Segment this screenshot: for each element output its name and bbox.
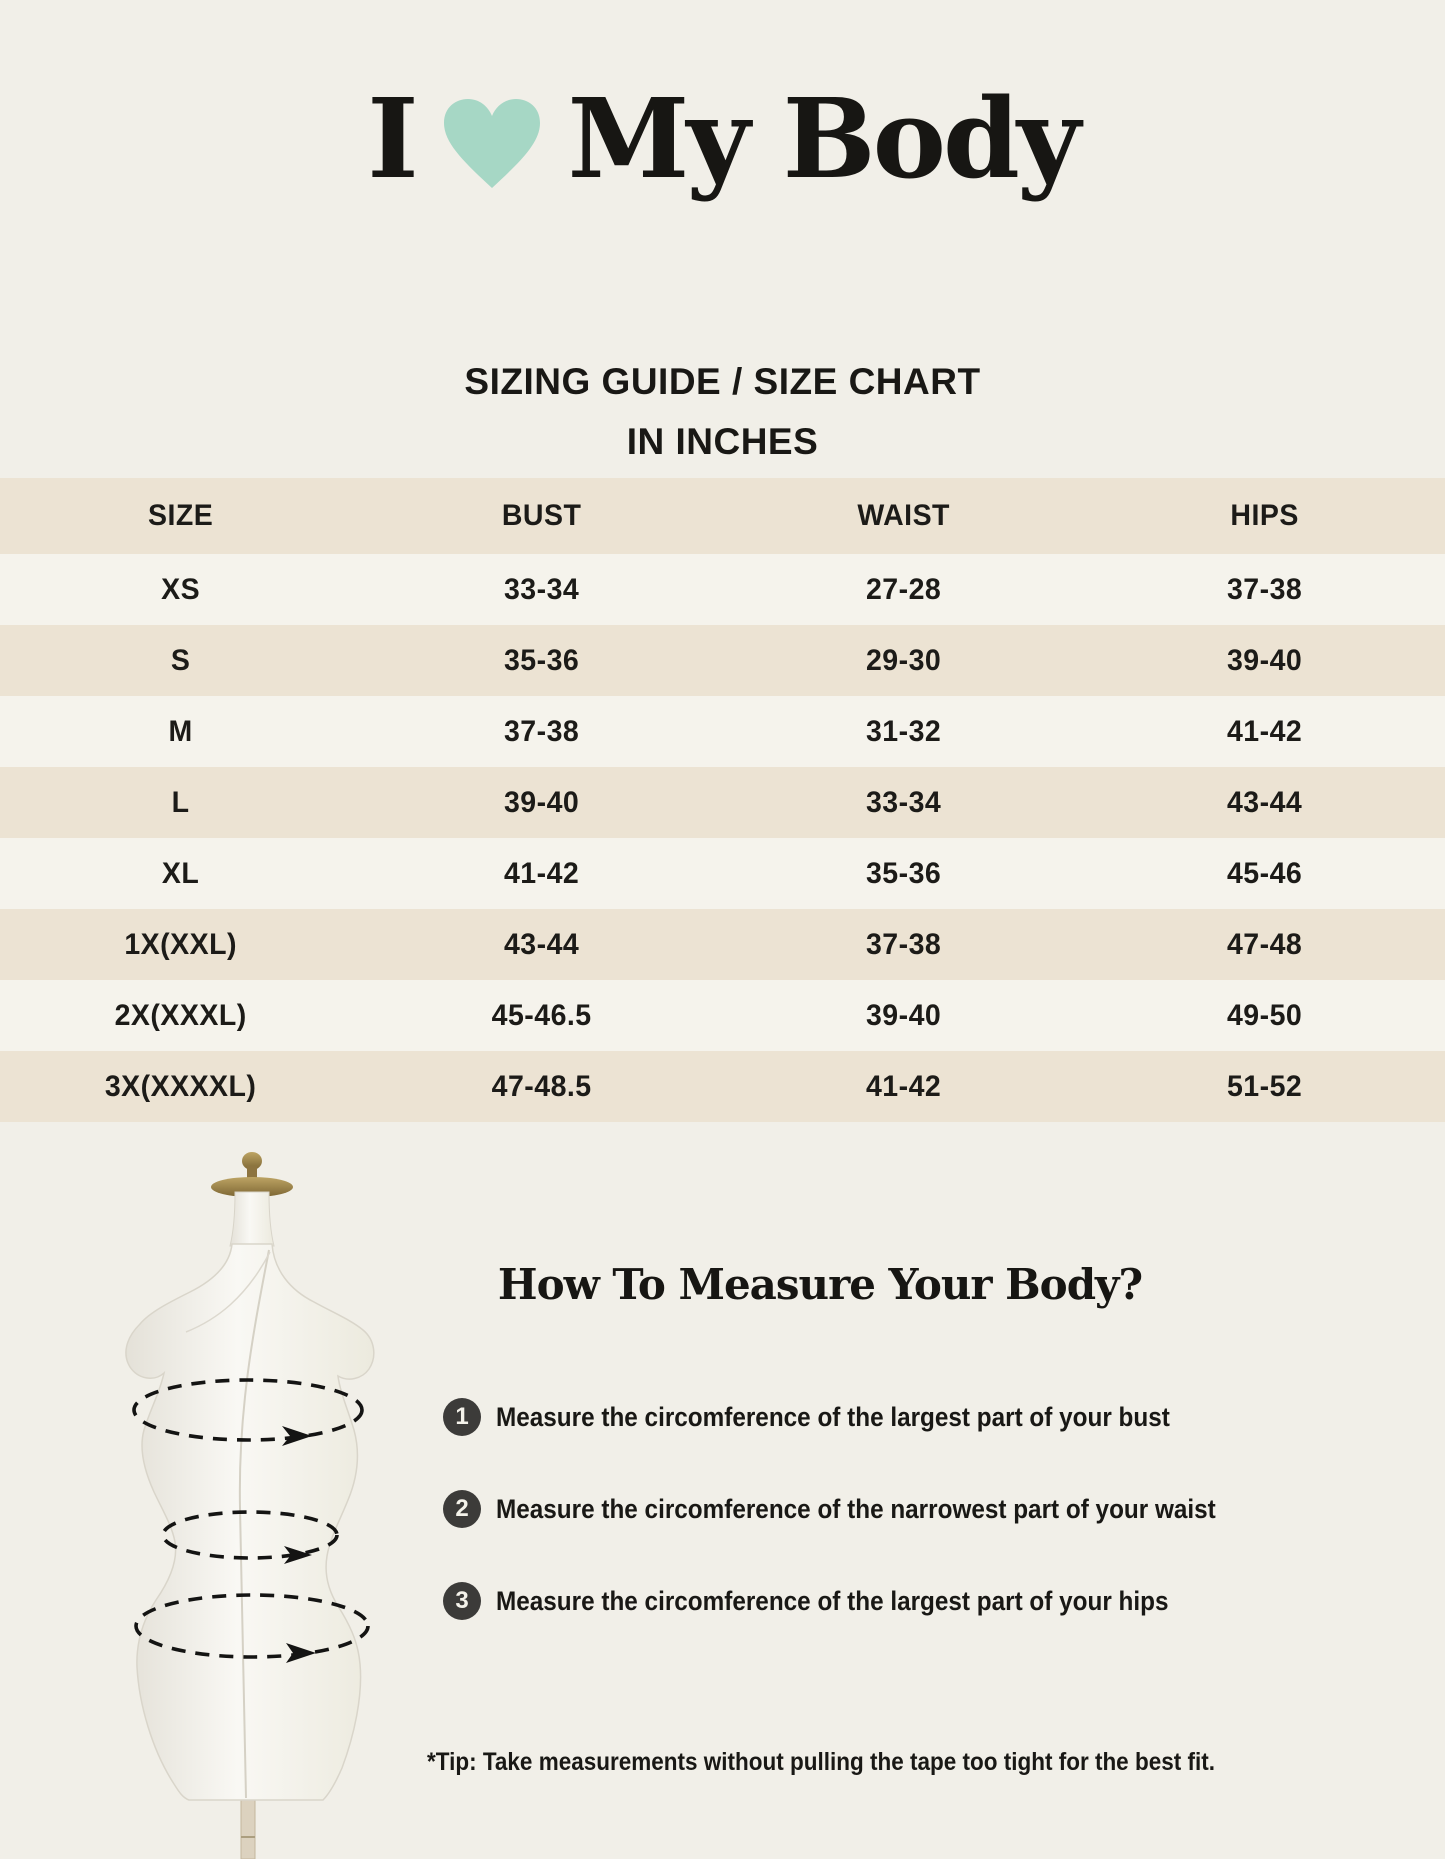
cell-bust: 37-38 — [504, 714, 580, 748]
measure-step-bust — [443, 1396, 1437, 1438]
mannequin-neck — [230, 1192, 274, 1246]
cell-hips: 39-40 — [1226, 643, 1303, 677]
mannequin-torso — [126, 1244, 374, 1800]
dress-form-mannequin-image — [86, 1148, 426, 1859]
cell-waist: 39-40 — [865, 998, 941, 1032]
cell-size: M — [168, 714, 193, 748]
cell-bust: 41-42 — [504, 856, 580, 890]
table-row-m — [0, 696, 1445, 767]
cell-waist: 27-28 — [865, 572, 941, 606]
cell-hips: 37-38 — [1226, 572, 1303, 606]
step-2-badge: 2 — [443, 1490, 481, 1528]
measure-step-waist — [443, 1488, 1437, 1530]
size-chart-table — [0, 478, 1445, 1122]
cell-hips: 41-42 — [1226, 714, 1303, 748]
subtitle-line-2: IN INCHES — [626, 420, 819, 462]
cell-waist: 41-42 — [865, 1069, 941, 1103]
table-row-3x — [0, 1051, 1445, 1122]
cell-bust: 33-34 — [504, 572, 580, 606]
cell-waist: 35-36 — [865, 856, 941, 890]
measure-step-hips — [443, 1580, 1437, 1622]
cell-waist: 33-34 — [865, 785, 941, 819]
cell-size: 1X(XXL) — [124, 927, 237, 961]
step-1-text: Measure the circomference of the largest part of your bust — [496, 1401, 1170, 1432]
table-row-1x — [0, 909, 1445, 980]
subtitle-line-1: SIZING GUIDE / SIZE CHART — [464, 361, 981, 402]
cell-size: XS — [161, 572, 201, 606]
cell-size: XL — [161, 856, 200, 890]
table-row-xs — [0, 554, 1445, 625]
chart-subtitle — [0, 352, 1445, 472]
cell-waist: 29-30 — [865, 643, 941, 677]
cell-hips: 49-50 — [1226, 998, 1303, 1032]
cell-size: S — [170, 643, 191, 677]
cell-hips: 47-48 — [1226, 927, 1303, 961]
cell-hips: 43-44 — [1226, 785, 1303, 819]
column-header-size: SIZE — [147, 499, 214, 532]
step-2-text: Measure the circomference of the narrowest part of your waist — [496, 1493, 1216, 1524]
measurement-tip: *Tip: Take measurements without pulling the tape too tight for the best fit. — [427, 1748, 1215, 1776]
table-row-s — [0, 625, 1445, 696]
table-row-xl — [0, 838, 1445, 909]
cell-bust: 47-48.5 — [491, 1069, 592, 1103]
cell-bust: 35-36 — [504, 643, 580, 677]
cell-bust: 43-44 — [504, 927, 580, 961]
column-header-hips: HIPS — [1230, 499, 1299, 532]
table-header-row — [0, 478, 1445, 554]
mannequin-finial — [211, 1152, 293, 1197]
measure-section-heading: How To Measure Your Body? — [497, 1260, 1143, 1309]
cell-hips: 45-46 — [1226, 856, 1303, 890]
cell-size: L — [171, 785, 190, 819]
cell-hips: 51-52 — [1226, 1069, 1303, 1103]
step-3-text: Measure the circomference of the largest part of your hips — [496, 1585, 1169, 1616]
table-row-2x — [0, 980, 1445, 1051]
column-header-waist: WAIST — [856, 499, 950, 532]
cell-bust: 39-40 — [504, 785, 580, 819]
cell-waist: 37-38 — [865, 927, 941, 961]
cell-waist: 31-32 — [865, 714, 941, 748]
column-header-bust: BUST — [502, 499, 582, 532]
cell-bust: 45-46.5 — [491, 998, 592, 1032]
step-3-badge: 3 — [443, 1582, 481, 1620]
title-word-my-body: My Body — [567, 74, 1078, 203]
cell-size: 2X(XXXL) — [114, 998, 247, 1032]
mint-heart-icon — [442, 98, 542, 190]
measure-steps — [443, 1396, 1437, 1622]
cell-size: 3X(XXXXL) — [104, 1069, 257, 1103]
step-1-badge: 1 — [443, 1398, 481, 1436]
title-word-i: I — [367, 74, 416, 203]
table-row-l — [0, 767, 1445, 838]
page-title — [0, 74, 1445, 203]
